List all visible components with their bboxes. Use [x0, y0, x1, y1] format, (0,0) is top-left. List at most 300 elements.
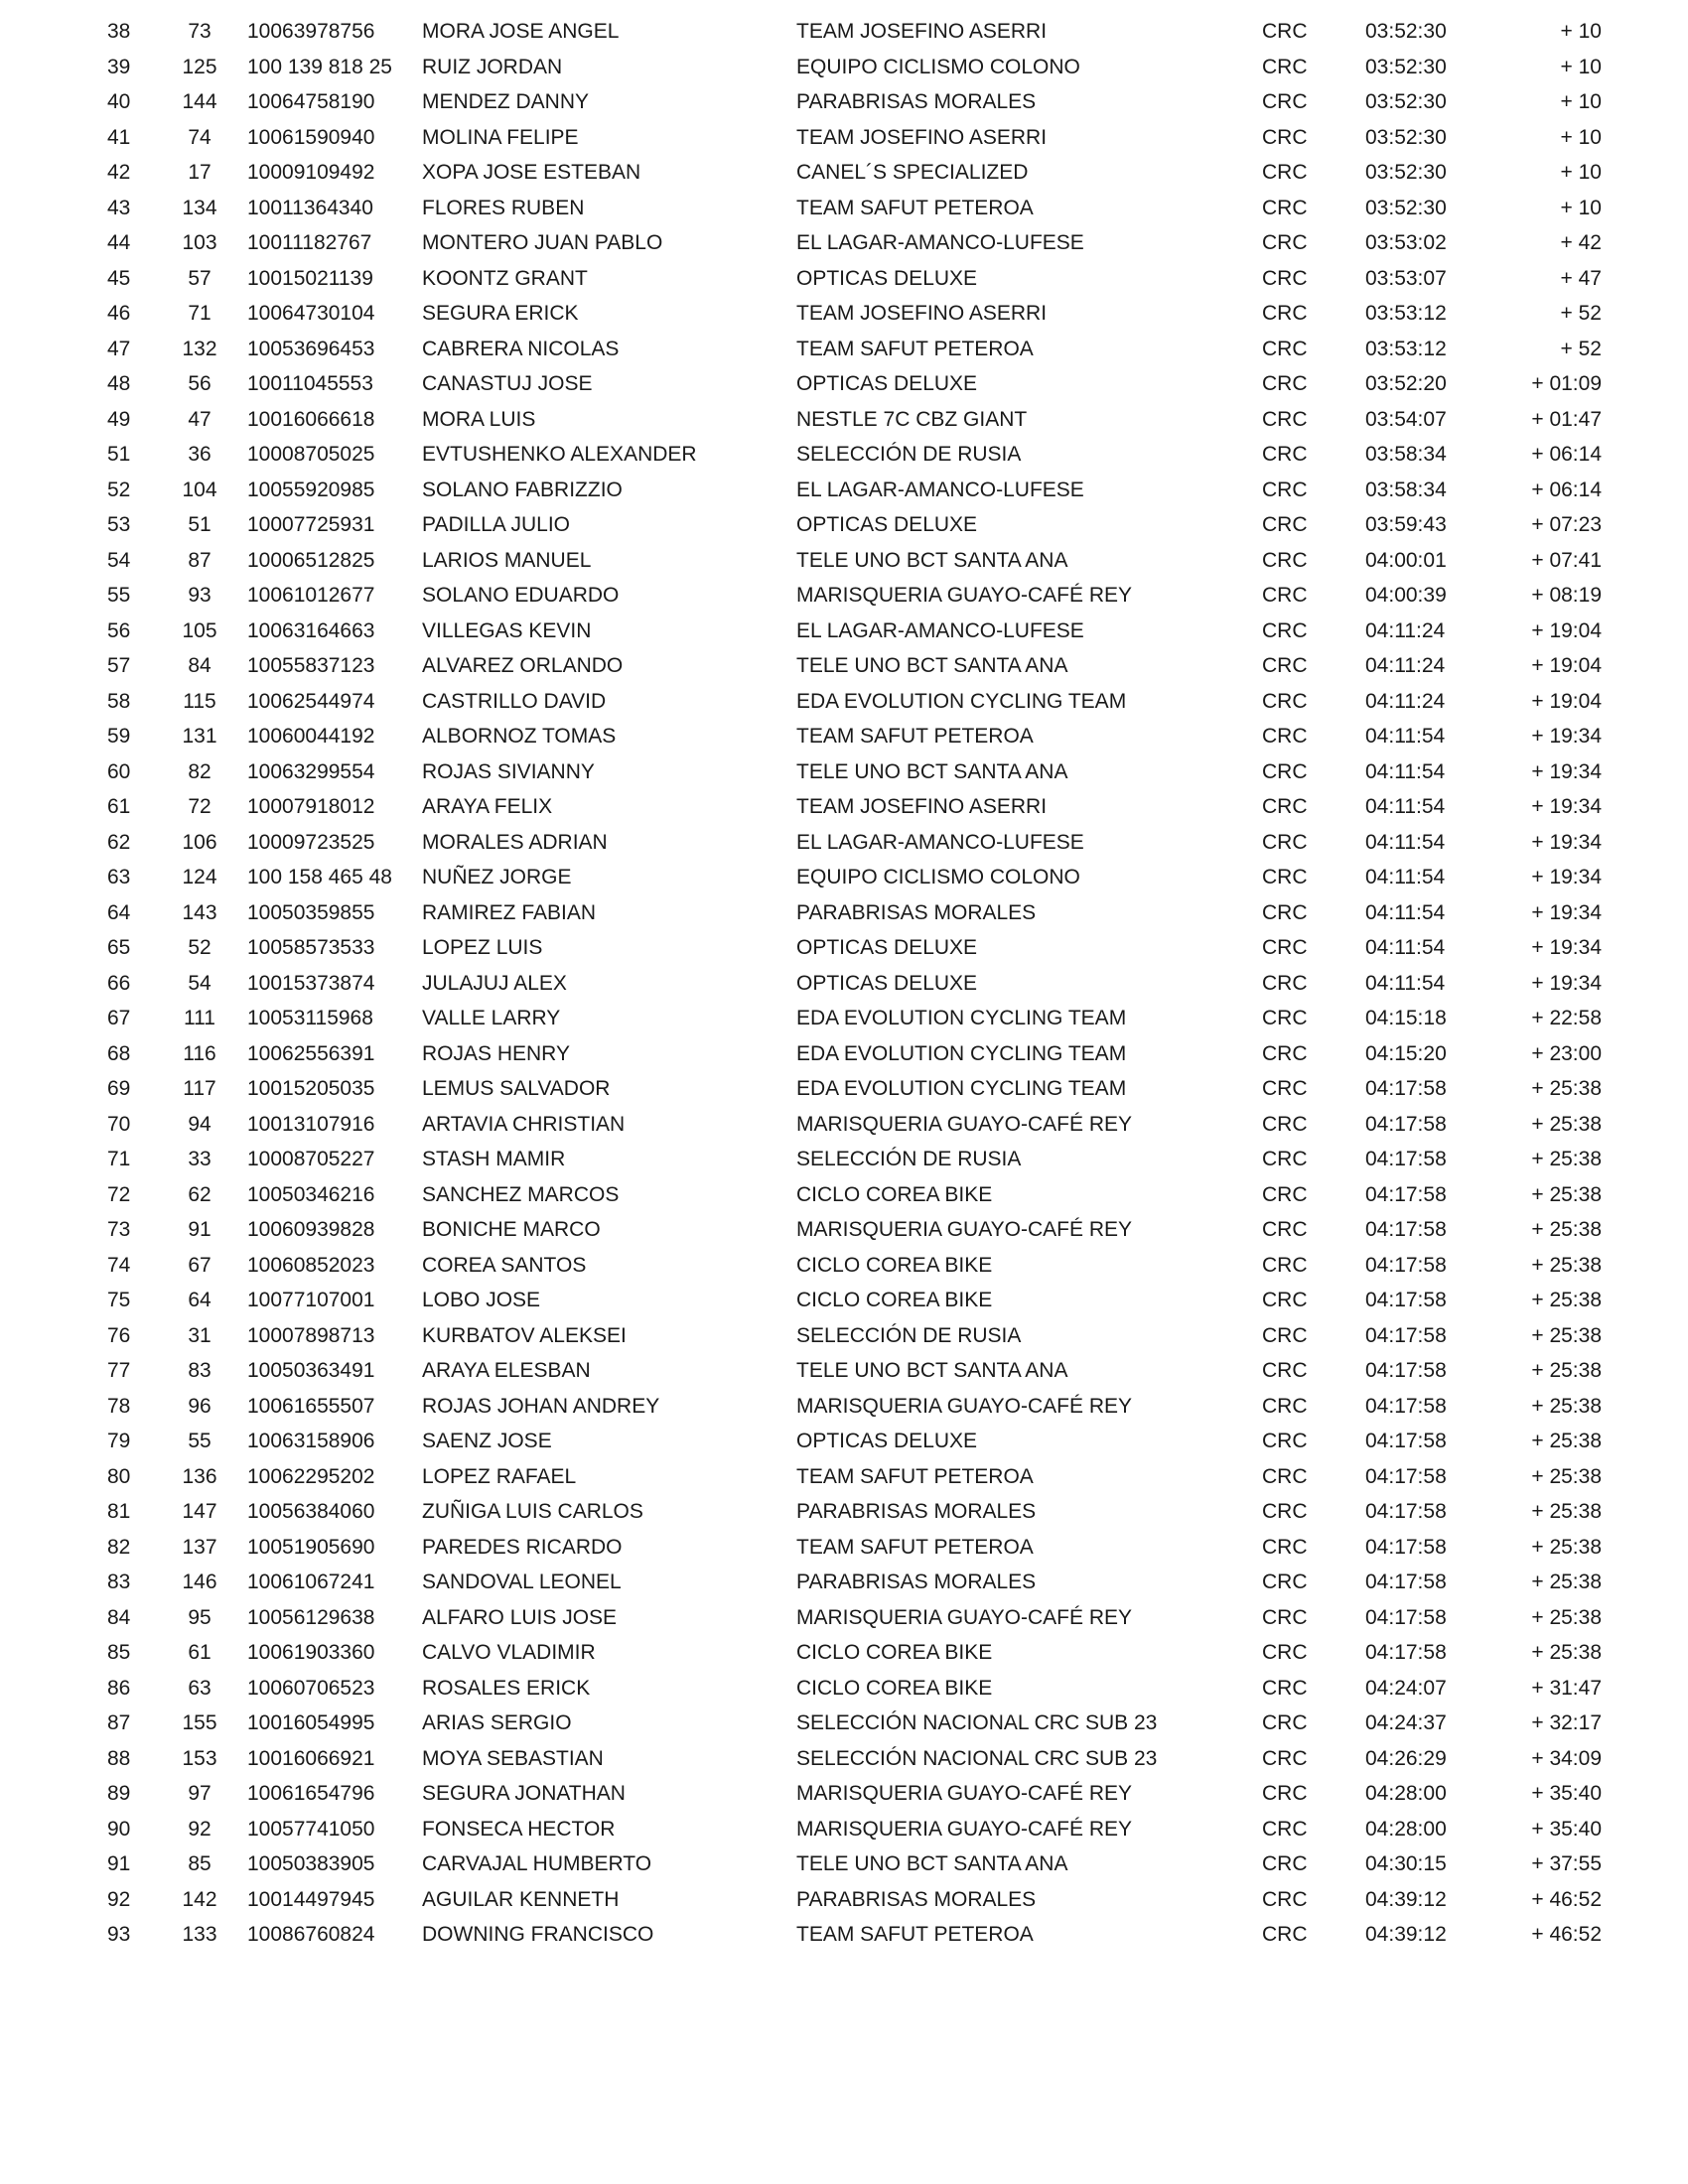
finish-time-cell: 04:17:58	[1365, 1570, 1447, 1593]
rider-name-cell: SOLANO FABRIZZIO	[422, 478, 623, 501]
rider-name-cell: ARTAVIA CHRISTIAN	[422, 1112, 626, 1136]
bib-number-cell: 146	[182, 1570, 217, 1593]
bib-number-cell: 55	[188, 1430, 211, 1452]
uci-id-cell: 10050383905	[247, 1852, 375, 1875]
team-name-cell: SELECCIÓN DE RUSIA	[796, 1323, 1022, 1347]
uci-id-cell: 10014497945	[247, 1887, 375, 1911]
rider-name-cell: EVTUSHENKO ALEXANDER	[422, 443, 697, 466]
nationality-cell: CRC	[1262, 1112, 1308, 1136]
finish-time-cell: 04:15:18	[1365, 1007, 1447, 1029]
uci-id-cell: 10053696453	[247, 337, 375, 360]
team-name-cell: TEAM JOSEFINO ASERRI	[796, 125, 1048, 149]
bib-number-cell: 64	[188, 1289, 211, 1311]
bib-number-cell: 82	[188, 759, 211, 783]
time-gap-cell: + 19:34	[1531, 795, 1602, 818]
finish-time-cell: 04:24:07	[1365, 1676, 1447, 1700]
team-name-cell: EQUIPO CICLISMO COLONO	[796, 55, 1080, 78]
position-cell: 39	[107, 55, 131, 78]
uci-id-cell: 10008705227	[247, 1148, 375, 1170]
position-cell: 83	[107, 1570, 131, 1593]
uci-id-cell: 10009109492	[247, 161, 375, 184]
finish-time-cell: 04:17:58	[1365, 1359, 1447, 1382]
nationality-cell: CRC	[1262, 1041, 1308, 1065]
result-row	[0, 1001, 1688, 1036]
result-row	[0, 1530, 1688, 1566]
nationality-cell: CRC	[1262, 372, 1308, 395]
position-cell: 70	[107, 1112, 131, 1136]
uci-id-cell: 10007725931	[247, 513, 375, 536]
team-name-cell: MARISQUERIA GUAYO-CAFÉ REY	[796, 1112, 1132, 1136]
time-gap-cell: + 25:38	[1531, 1570, 1602, 1593]
result-row	[0, 754, 1688, 790]
bib-number-cell: 104	[182, 478, 217, 501]
team-name-cell: OPTICAS DELUXE	[796, 266, 978, 290]
finish-time-cell: 04:11:24	[1365, 654, 1446, 677]
position-cell: 59	[107, 725, 131, 748]
nationality-cell: CRC	[1262, 654, 1308, 677]
time-gap-cell: + 25:38	[1531, 1323, 1602, 1347]
time-gap-cell: + 10	[1560, 196, 1602, 219]
team-name-cell: SELECCIÓN NACIONAL CRC SUB 23	[796, 1711, 1158, 1734]
result-row	[0, 261, 1688, 297]
position-cell: 87	[107, 1711, 131, 1734]
bib-number-cell: 142	[182, 1887, 217, 1911]
uci-id-cell: 10077107001	[247, 1289, 375, 1311]
team-name-cell: NESTLE 7C CBZ GIANT	[796, 407, 1028, 431]
result-row	[0, 860, 1688, 895]
time-gap-cell: + 35:40	[1531, 1782, 1602, 1805]
position-cell: 77	[107, 1359, 131, 1382]
rider-name-cell: JULAJUJ ALEX	[422, 971, 567, 995]
rider-name-cell: CASTRILLO DAVID	[422, 689, 607, 713]
bib-number-cell: 111	[184, 1007, 215, 1029]
finish-time-cell: 04:11:54	[1365, 759, 1446, 783]
team-name-cell: TELE UNO BCT SANTA ANA	[796, 1852, 1068, 1875]
bib-number-cell: 105	[182, 618, 217, 642]
bib-number-cell: 61	[188, 1641, 211, 1664]
finish-time-cell: 04:15:20	[1365, 1041, 1447, 1065]
rider-name-cell: BONICHE MARCO	[422, 1218, 601, 1241]
rider-name-cell: VILLEGAS KEVIN	[422, 618, 592, 642]
finish-time-cell: 03:58:34	[1365, 478, 1447, 501]
time-gap-cell: + 42	[1560, 231, 1602, 254]
rider-name-cell: CANASTUJ JOSE	[422, 372, 593, 395]
result-row	[0, 332, 1688, 367]
team-name-cell: MARISQUERIA GUAYO-CAFÉ REY	[796, 1817, 1132, 1841]
nationality-cell: CRC	[1262, 548, 1308, 572]
bib-number-cell: 94	[188, 1112, 211, 1136]
finish-time-cell: 04:24:37	[1365, 1711, 1447, 1734]
time-gap-cell: + 19:04	[1531, 618, 1602, 642]
uci-id-cell: 10060044192	[247, 725, 375, 748]
team-name-cell: SELECCIÓN NACIONAL CRC SUB 23	[796, 1746, 1158, 1770]
uci-id-cell: 10086760824	[247, 1923, 375, 1946]
time-gap-cell: + 52	[1560, 302, 1602, 325]
bib-number-cell: 153	[182, 1746, 217, 1770]
bib-number-cell: 124	[182, 866, 217, 888]
bib-number-cell: 106	[182, 830, 217, 854]
team-name-cell: PARABRISAS MORALES	[796, 90, 1037, 113]
finish-time-cell: 04:17:58	[1365, 1253, 1447, 1277]
bib-number-cell: 51	[188, 513, 211, 536]
time-gap-cell: + 08:19	[1531, 584, 1602, 607]
nationality-cell: CRC	[1262, 20, 1308, 43]
result-row	[0, 966, 1688, 1002]
bib-number-cell: 131	[182, 725, 217, 748]
position-cell: 90	[107, 1817, 131, 1841]
rider-name-cell: ARIAS SERGIO	[422, 1711, 572, 1734]
time-gap-cell: + 31:47	[1531, 1676, 1602, 1700]
position-cell: 93	[107, 1923, 131, 1946]
result-row	[0, 825, 1688, 861]
finish-time-cell: 03:54:07	[1365, 407, 1447, 431]
bib-number-cell: 33	[188, 1148, 211, 1170]
rider-name-cell: ARAYA ELESBAN	[422, 1359, 591, 1382]
rider-name-cell: RAMIREZ FABIAN	[422, 900, 597, 924]
position-cell: 62	[107, 830, 131, 854]
rider-name-cell: MENDEZ DANNY	[422, 90, 590, 113]
bib-number-cell: 147	[182, 1500, 217, 1523]
time-gap-cell: + 25:38	[1531, 1430, 1602, 1452]
time-gap-cell: + 25:38	[1531, 1535, 1602, 1559]
rider-name-cell: ZUÑIGA LUIS CARLOS	[422, 1500, 643, 1523]
bib-number-cell: 84	[188, 654, 211, 677]
team-name-cell: MARISQUERIA GUAYO-CAFÉ REY	[796, 1605, 1132, 1629]
result-row	[0, 1142, 1688, 1177]
nationality-cell: CRC	[1262, 1746, 1308, 1770]
position-cell: 41	[107, 125, 131, 149]
position-cell: 52	[107, 478, 131, 501]
uci-id-cell: 10062544974	[247, 689, 375, 713]
finish-time-cell: 04:39:12	[1365, 1887, 1447, 1911]
time-gap-cell: + 19:04	[1531, 689, 1602, 713]
time-gap-cell: + 19:34	[1531, 866, 1602, 888]
bib-number-cell: 96	[188, 1394, 211, 1418]
nationality-cell: CRC	[1262, 1676, 1308, 1700]
team-name-cell: MARISQUERIA GUAYO-CAFÉ REY	[796, 584, 1132, 607]
time-gap-cell: + 01:47	[1531, 407, 1602, 431]
nationality-cell: CRC	[1262, 231, 1308, 254]
position-cell: 88	[107, 1746, 131, 1770]
finish-time-cell: 03:52:20	[1365, 372, 1447, 395]
position-cell: 55	[107, 584, 131, 607]
team-name-cell: OPTICAS DELUXE	[796, 372, 978, 395]
position-cell: 75	[107, 1289, 131, 1311]
finish-time-cell: 04:00:39	[1365, 584, 1447, 607]
uci-id-cell: 100 139 818 25	[247, 55, 392, 78]
team-name-cell: TEAM JOSEFINO ASERRI	[796, 795, 1048, 818]
finish-time-cell: 04:17:58	[1365, 1148, 1447, 1170]
rider-name-cell: PAREDES RICARDO	[422, 1535, 623, 1559]
result-row	[0, 1318, 1688, 1354]
result-row	[0, 14, 1688, 50]
rider-name-cell: DOWNING FRANCISCO	[422, 1923, 654, 1946]
time-gap-cell: + 10	[1560, 90, 1602, 113]
rider-name-cell: MONTERO JUAN PABLO	[422, 231, 663, 254]
nationality-cell: CRC	[1262, 1887, 1308, 1911]
time-gap-cell: + 35:40	[1531, 1817, 1602, 1841]
nationality-cell: CRC	[1262, 55, 1308, 78]
result-row	[0, 1424, 1688, 1459]
finish-time-cell: 04:11:54	[1365, 725, 1446, 748]
position-cell: 80	[107, 1464, 131, 1488]
time-gap-cell: + 25:38	[1531, 1641, 1602, 1664]
finish-time-cell: 04:17:58	[1365, 1289, 1447, 1311]
time-gap-cell: + 25:38	[1531, 1077, 1602, 1100]
position-cell: 91	[107, 1852, 131, 1875]
finish-time-cell: 03:52:30	[1365, 125, 1447, 149]
team-name-cell: CICLO COREA BIKE	[796, 1289, 993, 1311]
rider-name-cell: KOONTZ GRANT	[422, 266, 588, 290]
result-row	[0, 1248, 1688, 1284]
uci-id-cell: 10062556391	[247, 1041, 375, 1065]
time-gap-cell: + 34:09	[1531, 1746, 1602, 1770]
time-gap-cell: + 19:34	[1531, 725, 1602, 748]
bib-number-cell: 71	[188, 302, 211, 325]
finish-time-cell: 04:11:54	[1365, 866, 1446, 888]
team-name-cell: OPTICAS DELUXE	[796, 513, 978, 536]
bib-number-cell: 132	[182, 337, 217, 360]
rider-name-cell: SEGURA ERICK	[422, 302, 579, 325]
team-name-cell: EL LAGAR-AMANCO-LUFESE	[796, 478, 1084, 501]
uci-id-cell: 10058573533	[247, 936, 375, 959]
rider-name-cell: SEGURA JONATHAN	[422, 1782, 626, 1805]
uci-id-cell: 10063978756	[247, 20, 375, 43]
uci-id-cell: 10015373874	[247, 971, 375, 995]
rider-name-cell: XOPA JOSE ESTEBAN	[422, 161, 641, 184]
position-cell: 67	[107, 1007, 131, 1029]
uci-id-cell: 10064730104	[247, 302, 375, 325]
time-gap-cell: + 46:52	[1531, 1923, 1602, 1946]
nationality-cell: CRC	[1262, 161, 1308, 184]
team-name-cell: TELE UNO BCT SANTA ANA	[796, 1359, 1068, 1382]
uci-id-cell: 100 158 465 48	[247, 866, 392, 888]
rider-name-cell: FLORES RUBEN	[422, 196, 585, 219]
finish-time-cell: 04:11:24	[1365, 689, 1446, 713]
nationality-cell: CRC	[1262, 1641, 1308, 1664]
rider-name-cell: LARIOS MANUEL	[422, 548, 592, 572]
nationality-cell: CRC	[1262, 266, 1308, 290]
bib-number-cell: 56	[188, 372, 211, 395]
team-name-cell: TEAM SAFUT PETEROA	[796, 1923, 1034, 1946]
nationality-cell: CRC	[1262, 900, 1308, 924]
bib-number-cell: 72	[188, 795, 211, 818]
position-cell: 43	[107, 196, 131, 219]
uci-id-cell: 10016054995	[247, 1711, 375, 1734]
time-gap-cell: + 25:38	[1531, 1500, 1602, 1523]
time-gap-cell: + 23:00	[1531, 1041, 1602, 1065]
nationality-cell: CRC	[1262, 936, 1308, 959]
finish-time-cell: 04:11:54	[1365, 900, 1446, 924]
team-name-cell: PARABRISAS MORALES	[796, 900, 1037, 924]
rider-name-cell: CABRERA NICOLAS	[422, 337, 620, 360]
rider-name-cell: MOLINA FELIPE	[422, 125, 579, 149]
result-row	[0, 930, 1688, 966]
team-name-cell: OPTICAS DELUXE	[796, 936, 978, 959]
finish-time-cell: 04:28:00	[1365, 1782, 1447, 1805]
finish-time-cell: 03:52:30	[1365, 161, 1447, 184]
rider-name-cell: ALVAREZ ORLANDO	[422, 654, 624, 677]
result-row	[0, 789, 1688, 825]
position-cell: 82	[107, 1535, 131, 1559]
finish-time-cell: 04:17:58	[1365, 1077, 1447, 1100]
nationality-cell: CRC	[1262, 618, 1308, 642]
rider-name-cell: COREA SANTOS	[422, 1253, 587, 1277]
nationality-cell: CRC	[1262, 196, 1308, 219]
position-cell: 45	[107, 266, 131, 290]
position-cell: 66	[107, 971, 131, 995]
uci-id-cell: 10015021139	[247, 266, 373, 290]
uci-id-cell: 10063158906	[247, 1430, 375, 1452]
position-cell: 81	[107, 1500, 131, 1523]
rider-name-cell: VALLE LARRY	[422, 1007, 561, 1029]
finish-time-cell: 04:17:58	[1365, 1464, 1447, 1488]
finish-time-cell: 04:17:58	[1365, 1605, 1447, 1629]
rider-name-cell: ROSALES ERICK	[422, 1676, 591, 1700]
time-gap-cell: + 25:38	[1531, 1394, 1602, 1418]
nationality-cell: CRC	[1262, 1007, 1308, 1029]
time-gap-cell: + 22:58	[1531, 1007, 1602, 1029]
rider-name-cell: NUÑEZ JORGE	[422, 866, 572, 888]
nationality-cell: CRC	[1262, 302, 1308, 325]
time-gap-cell: + 10	[1560, 20, 1602, 43]
position-cell: 68	[107, 1041, 131, 1065]
bib-number-cell: 31	[188, 1323, 211, 1347]
time-gap-cell: + 19:34	[1531, 900, 1602, 924]
rider-name-cell: STASH MAMIR	[422, 1148, 566, 1170]
finish-time-cell: 04:17:58	[1365, 1323, 1447, 1347]
finish-time-cell: 03:58:34	[1365, 443, 1447, 466]
uci-id-cell: 10061903360	[247, 1641, 375, 1664]
rider-name-cell: MOYA SEBASTIAN	[422, 1746, 604, 1770]
result-row	[0, 84, 1688, 120]
nationality-cell: CRC	[1262, 1430, 1308, 1452]
uci-id-cell: 10011045553	[247, 372, 373, 395]
time-gap-cell: + 07:23	[1531, 513, 1602, 536]
team-name-cell: EQUIPO CICLISMO COLONO	[796, 866, 1080, 888]
nationality-cell: CRC	[1262, 443, 1308, 466]
time-gap-cell: + 10	[1560, 55, 1602, 78]
team-name-cell: TEAM SAFUT PETEROA	[796, 725, 1034, 748]
result-row	[0, 155, 1688, 191]
finish-time-cell: 04:17:58	[1365, 1112, 1447, 1136]
team-name-cell: PARABRISAS MORALES	[796, 1500, 1037, 1523]
rider-name-cell: SAENZ JOSE	[422, 1430, 552, 1452]
uci-id-cell: 10062295202	[247, 1464, 375, 1488]
result-row	[0, 578, 1688, 614]
uci-id-cell: 10051905690	[247, 1535, 375, 1559]
result-row	[0, 437, 1688, 473]
finish-time-cell: 03:52:30	[1365, 20, 1447, 43]
uci-id-cell: 10063164663	[247, 618, 375, 642]
team-name-cell: SELECCIÓN DE RUSIA	[796, 1148, 1022, 1170]
uci-id-cell: 10050363491	[247, 1359, 375, 1382]
time-gap-cell: + 25:38	[1531, 1112, 1602, 1136]
bib-number-cell: 91	[188, 1218, 211, 1241]
result-row	[0, 1071, 1688, 1107]
team-name-cell: EL LAGAR-AMANCO-LUFESE	[796, 618, 1084, 642]
nationality-cell: CRC	[1262, 1570, 1308, 1593]
nationality-cell: CRC	[1262, 1500, 1308, 1523]
team-name-cell: CICLO COREA BIKE	[796, 1253, 993, 1277]
rider-name-cell: LEMUS SALVADOR	[422, 1077, 611, 1100]
bib-number-cell: 136	[182, 1464, 217, 1488]
result-row	[0, 1494, 1688, 1530]
time-gap-cell: + 47	[1560, 266, 1602, 290]
time-gap-cell: + 25:38	[1531, 1182, 1602, 1206]
bib-number-cell: 87	[188, 548, 211, 572]
rider-name-cell: ALBORNOZ TOMAS	[422, 725, 617, 748]
time-gap-cell: + 52	[1560, 337, 1602, 360]
position-cell: 86	[107, 1676, 131, 1700]
team-name-cell: EL LAGAR-AMANCO-LUFESE	[796, 231, 1084, 254]
result-row	[0, 1177, 1688, 1213]
team-name-cell: TEAM JOSEFINO ASERRI	[796, 302, 1048, 325]
finish-time-cell: 04:26:29	[1365, 1746, 1447, 1770]
position-cell: 42	[107, 161, 131, 184]
time-gap-cell: + 19:34	[1531, 759, 1602, 783]
finish-time-cell: 03:52:30	[1365, 196, 1447, 219]
nationality-cell: CRC	[1262, 866, 1308, 888]
uci-id-cell: 10013107916	[247, 1112, 375, 1136]
time-gap-cell: + 25:38	[1531, 1218, 1602, 1241]
time-gap-cell: + 19:34	[1531, 936, 1602, 959]
team-name-cell: TEAM SAFUT PETEROA	[796, 196, 1034, 219]
uci-id-cell: 10055920985	[247, 478, 375, 501]
bib-number-cell: 137	[182, 1535, 217, 1559]
position-cell: 78	[107, 1394, 131, 1418]
result-row	[0, 1565, 1688, 1600]
uci-id-cell: 10011364340	[247, 196, 373, 219]
bib-number-cell: 143	[182, 900, 217, 924]
uci-id-cell: 10061012677	[247, 584, 375, 607]
finish-time-cell: 03:53:12	[1365, 302, 1447, 325]
position-cell: 38	[107, 20, 131, 43]
team-name-cell: PARABRISAS MORALES	[796, 1887, 1037, 1911]
team-name-cell: CANEL´S SPECIALIZED	[796, 161, 1029, 184]
team-name-cell: MARISQUERIA GUAYO-CAFÉ REY	[796, 1218, 1132, 1241]
result-row	[0, 1776, 1688, 1812]
team-name-cell: TELE UNO BCT SANTA ANA	[796, 548, 1068, 572]
result-row	[0, 1283, 1688, 1318]
nationality-cell: CRC	[1262, 1289, 1308, 1311]
finish-time-cell: 04:30:15	[1365, 1852, 1447, 1875]
time-gap-cell: + 01:09	[1531, 372, 1602, 395]
rider-name-cell: ALFARO LUIS JOSE	[422, 1605, 618, 1629]
result-row	[0, 1917, 1688, 1953]
position-cell: 56	[107, 618, 131, 642]
nationality-cell: CRC	[1262, 1218, 1308, 1241]
result-row	[0, 895, 1688, 931]
team-name-cell: TEAM SAFUT PETEROA	[796, 337, 1034, 360]
uci-id-cell: 10016066921	[247, 1746, 375, 1770]
time-gap-cell: + 06:14	[1531, 443, 1602, 466]
result-row	[0, 1706, 1688, 1741]
position-cell: 49	[107, 407, 131, 431]
uci-id-cell: 10064758190	[247, 90, 375, 113]
bib-number-cell: 97	[188, 1782, 211, 1805]
rider-name-cell: MORA JOSE ANGEL	[422, 20, 620, 43]
results-table	[0, 14, 1688, 1953]
uci-id-cell: 10053115968	[247, 1007, 373, 1029]
position-cell: 71	[107, 1148, 131, 1170]
position-cell: 53	[107, 513, 131, 536]
result-row	[0, 1036, 1688, 1072]
position-cell: 61	[107, 795, 131, 818]
time-gap-cell: + 32:17	[1531, 1711, 1602, 1734]
team-name-cell: EL LAGAR-AMANCO-LUFESE	[796, 830, 1084, 854]
finish-time-cell: 04:11:54	[1365, 971, 1446, 995]
